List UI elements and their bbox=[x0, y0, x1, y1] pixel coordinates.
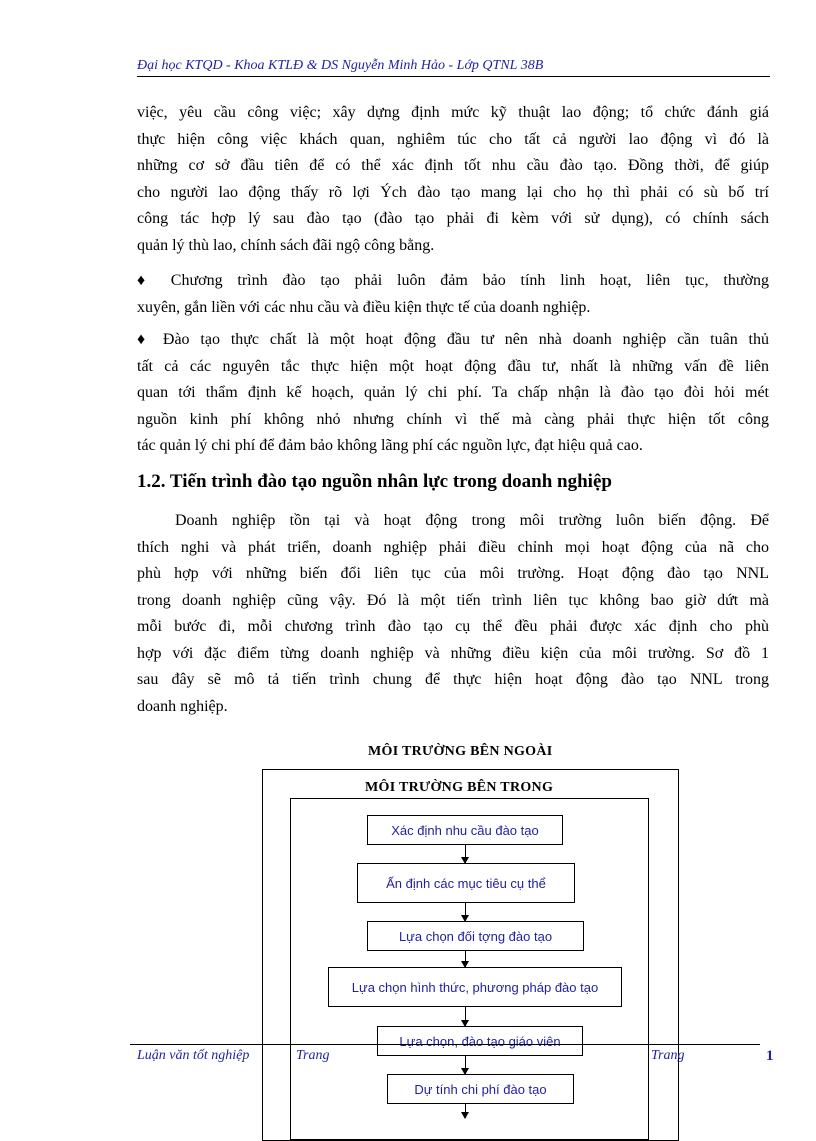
text-line: thực hiện công việc khách quan, nghiêm túc cho tất cả người lao động vì đó là bbox=[137, 130, 769, 148]
text-line: ♦ Đào tạo thực chất là một hoạt động đầu tư nên nhà doanh nghiệp cần tuân thủ bbox=[137, 331, 769, 348]
step-training-needs: Xác định nhu cầu đào tạo bbox=[367, 815, 563, 845]
paragraph-3 bbox=[137, 327, 769, 460]
paragraph-2 bbox=[137, 268, 769, 321]
text-line: tác quản lý chi phí để đảm bảo không lãng phí các nguồn lực, đạt hiệu quả cao. bbox=[137, 437, 643, 454]
footer-page-label: Trang bbox=[296, 1048, 330, 1063]
flow-arrow bbox=[465, 1056, 466, 1074]
flow-arrow bbox=[465, 951, 466, 967]
text-line: việc, yêu cầu công việc; xây dựng định mức kỹ thuật lao động; tổ chức đánh giá bbox=[137, 104, 769, 121]
flow-arrow bbox=[465, 1007, 466, 1026]
flow-arrow bbox=[465, 845, 466, 863]
footer-divider bbox=[130, 1044, 760, 1045]
step-estimate-cost: Dự tính chi phí đào tạo bbox=[387, 1074, 574, 1104]
text-line: quan tới thẩm định kế hoạch, quản lý chi phí. Ta chấp nhận là đào tạo đòi hỏi mét bbox=[137, 384, 769, 401]
outer-environment-label: MÔI TRƯỜNG BÊN NGOÀI bbox=[368, 744, 553, 759]
step-select-trainees: Lựa chọn đối tợng đào tạo bbox=[367, 921, 584, 951]
paragraph-4 bbox=[137, 508, 769, 720]
text-line: hợp với đặc điểm từng doanh nghiệp và những điều kiện của môi trường. Sơ đồ 1 bbox=[137, 644, 769, 662]
text-line: cho người lao động thấy rõ lợi Ých đào tạo mang lại cho họ thì phải có sù bố trí bbox=[137, 183, 769, 201]
step-set-objectives: Ấn định các mục tiêu cụ thể bbox=[357, 863, 575, 903]
text-line: ♦ Chương trình đào tạo phải luôn đảm bảo tính linh hoạt, liên tục, thường bbox=[137, 272, 769, 289]
step-select-methods: Lựa chọn hình thức, phương pháp đào tạo bbox=[328, 967, 622, 1007]
text-line: thích nghi và phát triển, doanh nghiệp phải điều chỉnh mọi hoạt động của nã cho bbox=[137, 538, 769, 556]
text-line: xuyên, gắn liền với các nhu cầu và điều kiện thực tế của doanh nghiệp. bbox=[137, 298, 591, 316]
text-line: sau đây sẽ mô tả tiến trình chung để thực hiện hoạt động đào tạo NNL trong bbox=[137, 671, 769, 688]
section-heading: 1.2. Tiến trình đào tạo nguồn nhân lực trong doanh nghiệp bbox=[137, 471, 612, 492]
step-select-trainers: Lựa chọn, đào tạo giáo viên bbox=[377, 1026, 583, 1056]
text-line: Doanh nghiệp tồn tại và hoạt động trong môi trường luôn biến động. Để bbox=[175, 512, 769, 529]
text-line: quản lý thù lao, chính sách đãi ngộ công bằng. bbox=[137, 236, 435, 254]
paragraph-1 bbox=[137, 100, 769, 259]
text-line: phù hợp với những biến đổi liên tục của môi trường. Hoạt động đào tạo NNL bbox=[137, 565, 769, 582]
text-line: công tác hợp lý sau đào tạo (đào tạo phải đi kèm với sử dụng), có chính sách bbox=[137, 210, 769, 227]
text-line: nguồn kinh phí không nhỏ nhưng chính vì thế mà càng phải thực hiện tốt công bbox=[137, 410, 769, 428]
inner-environment-label: MÔI TRƯỜNG BÊN TRONG bbox=[365, 780, 554, 795]
text-line: những cơ sở đầu tiên để có thể xác định tốt nhu cầu đào tạo. Đồng thời, để giúp bbox=[137, 157, 769, 174]
footer-thesis-label: Luận văn tốt nghiệp bbox=[137, 1048, 250, 1063]
text-line: doanh nghiệp. bbox=[137, 697, 228, 715]
text-line: tất cả các nguyên tắc thực hiện một hoạt động đầu tư, nhất là những vấn đề liên bbox=[137, 357, 769, 375]
text-line: mỗi bước đi, mỗi chương trình đào tạo cụ thể đều phải được xác định cho phù bbox=[137, 618, 769, 635]
text-line: trong doanh nghiệp cũng vậy. Đó là một tiến trình liên tục không bao giờ dứt mà bbox=[137, 591, 769, 609]
footer-page-label-2: Trang bbox=[651, 1048, 685, 1063]
page-number: 1 bbox=[766, 1048, 774, 1064]
flow-arrow bbox=[465, 1104, 466, 1118]
flow-arrow bbox=[465, 903, 466, 921]
page-header: Đại học KTQD - Khoa KTLĐ & DS Nguyễn Minh Hảo - Lớp QTNL 38B bbox=[137, 58, 770, 77]
